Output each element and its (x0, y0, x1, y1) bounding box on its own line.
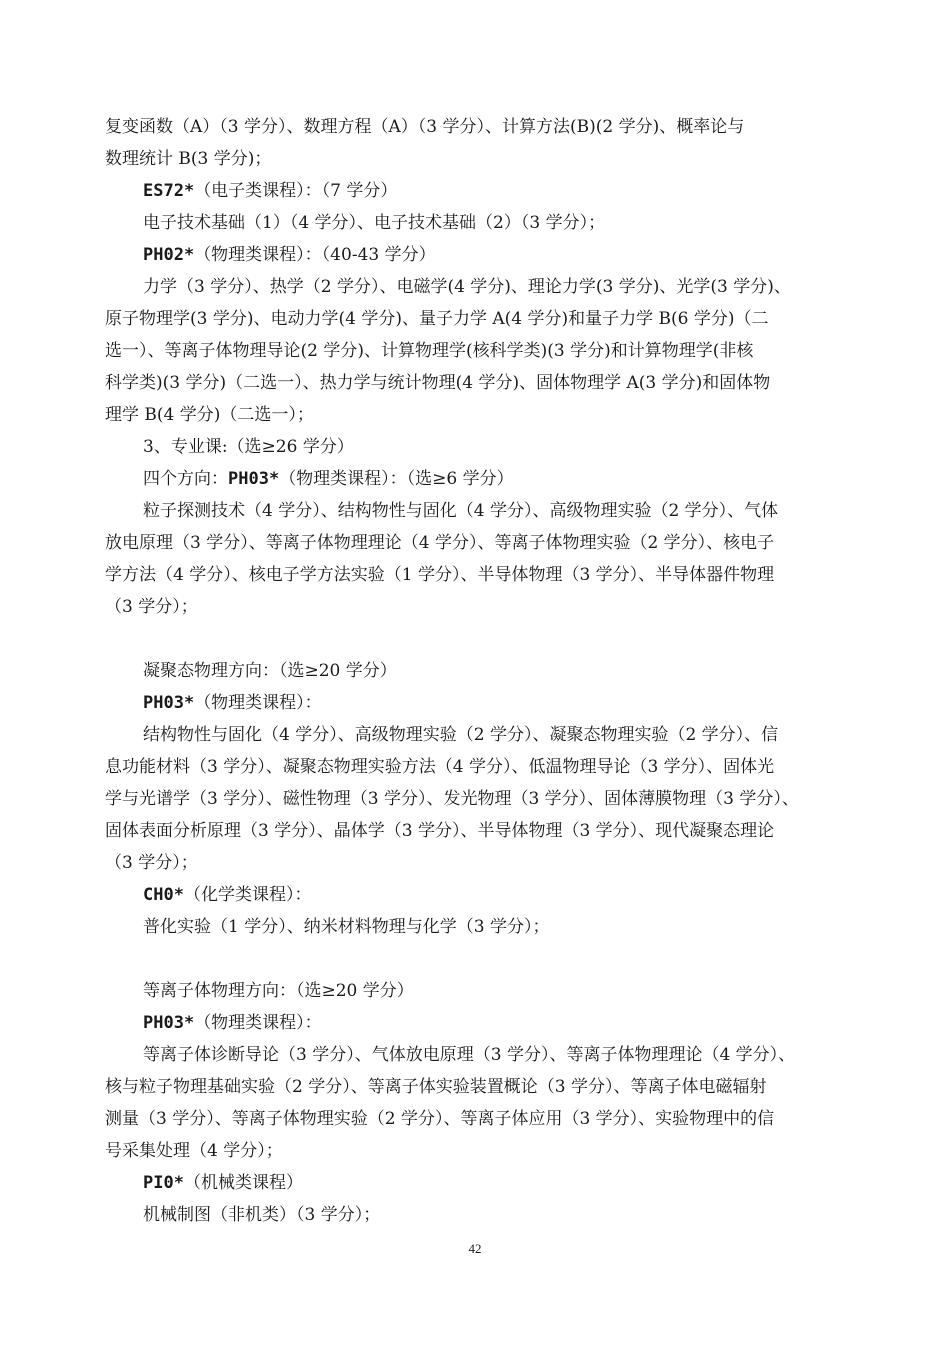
text-line: 粒子探测技术（4 学分）、结构物性与固化（4 学分）、高级物理实验（2 学分）、气体 (143, 501, 779, 521)
section-heading: 3、专业课:（选≥26 学分） (143, 437, 354, 457)
course-code: PH02* (143, 245, 195, 265)
course-group-label: （化学类课程）： (183, 885, 312, 905)
text-line: 机械制图（非机类）（3 学分）； (143, 1205, 381, 1225)
text-line: 数理统计 B(3 学分)； (105, 149, 272, 169)
text-line: 学与光谱学（3 学分）、磁性物理（3 学分）、发光物理（3 学分）、固体薄膜物理（3 学分）、 (105, 789, 799, 809)
text-line: 等离子体诊断导论（3 学分）、气体放电原理（3 学分）、等离子体物理理论（4 学分）、 (143, 1045, 796, 1065)
course-group-heading (143, 1011, 850, 1035)
text-line: 放电原理（3 学分）、等离子体物理理论（4 学分）、等离子体物理实验（2 学分）、核电子 (105, 533, 775, 553)
course-group-heading (143, 179, 850, 203)
course-group-heading (143, 1171, 850, 1195)
course-code: PH03* (143, 693, 195, 713)
text-line: 息功能材料（3 学分）、凝聚态物理实验方法（4 学分）、低温物理导论（3 学分）、固体光 (105, 757, 775, 777)
text-line: 普化实验（1 学分）、纳米材料物理与化学（3 学分）； (143, 917, 550, 937)
course-group-heading (143, 243, 850, 267)
course-code: PH03* (228, 469, 280, 489)
text-line: 选一）、等离子体物理导论(2 学分)、计算物理学(核科学类)(3 学分)和计算物理学(非核 (105, 341, 754, 361)
text-line: 原子物理学(3 学分)、电动力学(4 学分)、量子力学 A(4 学分)和量子力学 B(6 学分)（二 (105, 309, 769, 329)
course-group-label: （机械类课程） (183, 1173, 303, 1193)
course-code: PH03* (143, 1013, 195, 1033)
course-group-label: （物理类课程）：（选≥6 学分） (279, 469, 514, 489)
course-group-heading (143, 883, 850, 907)
course-group-heading (143, 691, 850, 715)
text-line: 电子技术基础（1）（4 学分）、电子技术基础（2）（3 学分）； (143, 213, 606, 233)
text-line: （3 学分）； (105, 853, 198, 873)
text-line: 复变函数（A）（3 学分）、数理方程（A）（3 学分）、计算方法(B)(2 学分)、概率论与 (105, 117, 745, 137)
text-line: 理学 B(4 学分)（二选一）； (105, 405, 314, 425)
text-line: 测量（3 学分）、等离子体物理实验（2 学分）、等离子体应用（3 学分）、实验物理中的信 (105, 1109, 775, 1129)
course-group-label: （电子类课程）：（7 学分） (194, 181, 398, 201)
course-group-label: （物理类课程）：（40-43 学分） (194, 245, 436, 265)
course-code: ES72* (143, 181, 195, 201)
text-line: 号采集处理（4 学分）； (105, 1141, 283, 1161)
text-line: （3 学分）； (105, 597, 198, 617)
course-code: CH0* (143, 885, 184, 905)
direction-heading: 等离子体物理方向：（选≥20 学分） (143, 981, 414, 1001)
course-group-label: （物理类课程）： (194, 693, 322, 713)
text-line: 力学（3 学分）、热学（2 学分）、电磁学(4 学分)、理论力学(3 学分)、光学(3 学分)、 (143, 277, 791, 297)
direction-heading: 凝聚态物理方向：（选≥20 学分） (143, 661, 397, 681)
course-code: PI0* (143, 1173, 184, 1193)
direction-label: 四个方向： (143, 469, 228, 489)
text-line: 学方法（4 学分）、核电子学方法实验（1 学分）、半导体物理（3 学分）、半导体器件物理 (105, 565, 775, 585)
course-group-label: （物理类课程）： (194, 1013, 322, 1033)
text-line: 核与粒子物理基础实验（2 学分）、等离子体实验装置概论（3 学分）、等离子体电磁辐射 (105, 1077, 767, 1097)
text-line: 固体表面分析原理（3 学分）、晶体学（3 学分）、半导体物理（3 学分）、现代凝聚态理论 (105, 821, 775, 841)
text-line: 结构物性与固化（4 学分）、高级物理实验（2 学分）、凝聚态物理实验（2 学分）、信 (143, 725, 779, 745)
course-group-heading (143, 467, 850, 491)
page-number: 42 (468, 1241, 482, 1256)
text-line: 科学类)(3 学分)（二选一）、热力学与统计物理(4 学分)、固体物理学 A(3 学分)和固体物 (105, 373, 771, 393)
